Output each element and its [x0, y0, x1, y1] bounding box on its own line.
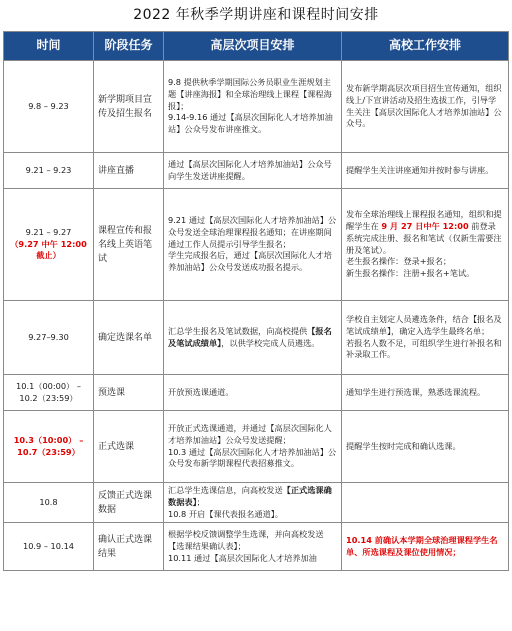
school-text: 新生报名操作：注册+报名+笔试。 — [346, 268, 475, 279]
project-cell — [164, 153, 342, 189]
school-text: 提醒学生关注讲座通知并按时参与讲座。 — [346, 164, 494, 175]
school-cell — [342, 301, 509, 375]
time-text: 9.21 – 9.27 — [25, 226, 72, 237]
table-row — [4, 189, 509, 301]
time-text: 9.27–9.30 — [28, 331, 69, 342]
project-cell — [164, 189, 342, 301]
school-paragraph — [346, 387, 504, 399]
time-text: （9.27 中午 12:00 截止） — [10, 238, 87, 261]
school-paragraph — [346, 268, 504, 280]
header-project: 高层次项目安排 — [164, 32, 342, 61]
stage-cell: 确认正式选课结果 — [94, 523, 164, 571]
school-text: 9 月 27 日中午 12:00 — [381, 220, 469, 231]
project-text: 汇总学生选课信息，向高校发送 — [168, 485, 283, 495]
project-paragraph — [168, 250, 337, 274]
school-paragraph — [346, 256, 504, 268]
stage-cell: 新学期项目宣传及招生报名 — [94, 61, 164, 153]
project-paragraph — [168, 447, 337, 471]
project-text: 开放预选课通道。 — [168, 386, 234, 397]
project-paragraph — [168, 215, 337, 250]
project-paragraph — [168, 112, 337, 136]
time-text: 10.8 — [39, 496, 58, 507]
school-text: 通知学生进行预选课，熟悉选课流程。 — [346, 386, 486, 397]
table-row — [4, 153, 509, 189]
project-paragraph — [168, 485, 337, 509]
project-cell — [164, 61, 342, 153]
time-cell — [4, 483, 94, 523]
school-cell — [342, 523, 509, 571]
time-cell — [4, 153, 94, 189]
school-paragraph — [346, 83, 504, 130]
project-paragraph — [168, 553, 337, 565]
project-paragraph — [168, 529, 337, 553]
project-paragraph — [168, 387, 337, 399]
project-paragraph — [168, 509, 337, 521]
time-cell — [4, 375, 94, 411]
school-paragraph — [346, 314, 504, 338]
school-paragraph — [346, 165, 504, 177]
school-cell — [342, 61, 509, 153]
table-row — [4, 523, 509, 571]
table-row — [4, 301, 509, 375]
project-text: 汇总学生报名及笔试数据，向高校提供 — [168, 325, 308, 336]
time-text: 9.21 – 9.23 — [25, 164, 72, 175]
school-paragraph — [346, 441, 504, 453]
time-cell — [4, 189, 94, 301]
project-text: ； — [196, 496, 205, 507]
school-cell — [342, 189, 509, 301]
time-text: 10.1（00:00） – 10.2（23:59） — [16, 380, 81, 403]
time-cell — [4, 411, 94, 483]
time-cell — [4, 61, 94, 153]
project-text: 根据学校反馈调整学生选课，并向高校发送【选课结果确认表】； — [168, 529, 324, 551]
stage-cell: 讲座直播 — [94, 153, 164, 189]
school-paragraph — [346, 209, 504, 256]
table-row — [4, 61, 509, 153]
project-paragraph — [168, 423, 337, 447]
time-text: 9.8 – 9.23 — [28, 100, 69, 111]
project-paragraph — [168, 326, 337, 350]
school-text: 发布新学期高层次项目招生宣传通知，组织线上/下宣讲活动及招生选拔工作，引导学生关注【高层次国际化人才培养加油站】公众号。 — [346, 82, 502, 129]
stage-cell: 反馈正式选课数据 — [94, 483, 164, 523]
school-text: 10.14 前确认本学期全球治理课程学生名单、所选课程及课位使用情况； — [346, 535, 498, 557]
school-cell — [342, 153, 509, 189]
project-paragraph — [168, 159, 337, 183]
school-cell — [342, 411, 509, 483]
table-row — [4, 411, 509, 483]
project-cell — [164, 411, 342, 483]
table-row — [4, 375, 509, 411]
time-cell — [4, 523, 94, 571]
project-text: 9.21 通过【高层次国际化人才培养加油站】公众号发送全球治理课程报名通知；在讲座期间通过工作人员提示引导学生报名； — [168, 215, 337, 249]
school-text: 发布全球治理线上课程报名通知，组织和提醒学生在 — [346, 209, 502, 231]
school-text: 老生报名操作：登录+报名； — [346, 256, 452, 267]
time-text: 10.3（10:00） – 10.7（23:59） — [13, 434, 84, 457]
stage-cell: 课程宣传和报名线上英语笔试 — [94, 189, 164, 301]
stage-cell: 正式选课 — [94, 411, 164, 483]
school-cell — [342, 375, 509, 411]
project-text: 【正式选课确数据表】 — [168, 485, 332, 507]
project-cell — [164, 375, 342, 411]
school-paragraph — [346, 535, 504, 559]
project-text: ，以供学校完成人员遴选。 — [221, 337, 320, 348]
time-cell — [4, 301, 94, 375]
header-school: 高校工作安排 — [342, 32, 509, 61]
project-text: 10.8 开启【课代表报名通道】。 — [168, 508, 283, 519]
project-text: 9.8 提供秋季学期国际公务员职业生涯规划主题【讲座海报】和全球治理线上课程【课程海报】； — [168, 77, 332, 111]
time-text: 10.9 – 10.14 — [23, 540, 74, 551]
project-text: 开放正式选课通道，并通过【高层次国际化人才培养加油站】公众号发送提醒； — [168, 422, 332, 445]
project-text: 10.11 通过【高层次国际化人才培养加油 — [168, 552, 317, 563]
table-row — [4, 483, 509, 523]
project-text: 10.3 通过【高层次国际化人才培养加油站】公众号发布新学期课程代表招募推文。 — [168, 446, 337, 469]
page-title: 2022 年秋季学期讲座和课程时间安排 — [133, 7, 379, 23]
project-text: 9.14-9.16 通过【高层次国际化人才培养加油站】公众号发布讲座推文。 — [168, 112, 333, 135]
table-header-row — [4, 32, 509, 61]
project-cell — [164, 483, 342, 523]
school-text: 学校自主划定人员遴选条件，结合【报名及笔试成绩单】，确定入选学生最终名单； — [346, 313, 502, 336]
school-cell — [342, 483, 509, 523]
header-stage: 阶段任务 — [94, 32, 164, 61]
school-text: 若报名人数不足，可组织学生进行补报名和补录取工作。 — [346, 337, 502, 360]
project-text: 通过【高层次国际化人才培养加油站】公众号向学生发送讲座提醒。 — [168, 158, 332, 181]
project-paragraph — [168, 77, 337, 112]
project-text: 【报名及笔试成绩单】 — [168, 325, 332, 348]
project-text: 学生完成报名后，通过【高层次国际化人才培养加油站】公众号发送成功报名提示。 — [168, 250, 332, 273]
header-time: 时间 — [4, 32, 94, 61]
stage-cell: 确定选课名单 — [94, 301, 164, 375]
stage-cell: 预选课 — [94, 375, 164, 411]
project-cell — [164, 301, 342, 375]
schedule-table — [3, 31, 509, 571]
school-paragraph — [346, 338, 504, 362]
school-text: 提醒学生按时完成和确认选课。 — [346, 440, 461, 451]
school-text: 前登录系统完成注册、报名和笔试（仅新生需要注册及笔试）。 — [346, 220, 502, 255]
project-cell — [164, 523, 342, 571]
